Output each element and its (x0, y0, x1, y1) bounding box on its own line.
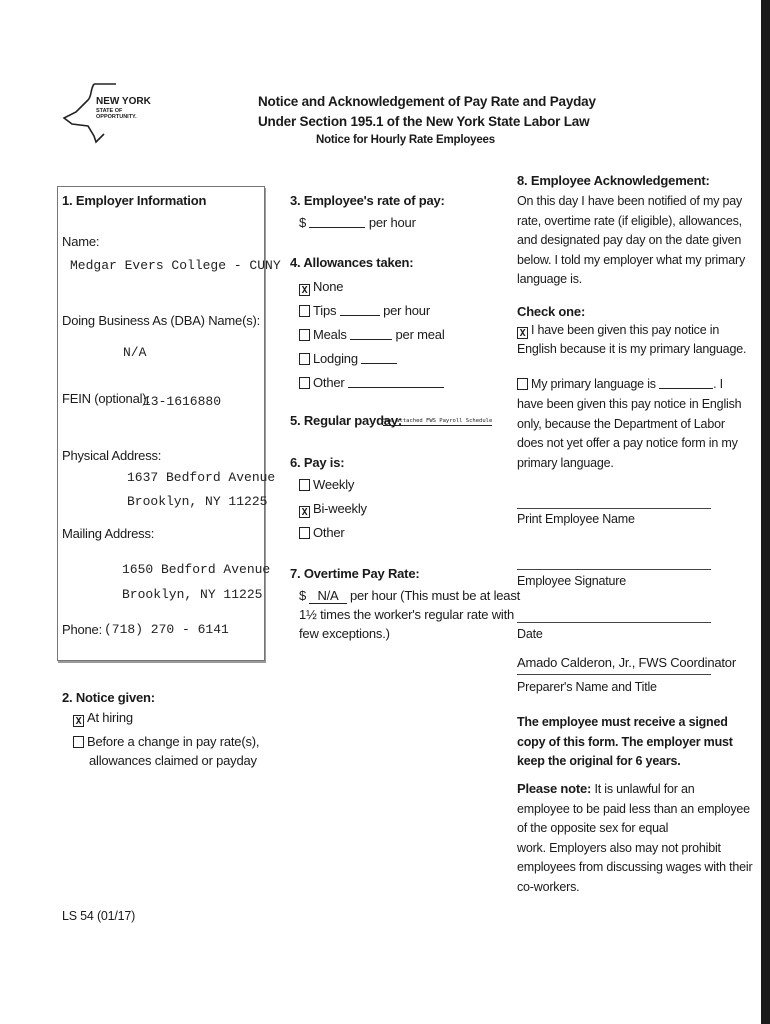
fein-value[interactable]: 13-1616880 (143, 394, 222, 409)
pay-other[interactable]: Other (299, 525, 345, 540)
signature-label: Employee Signature (517, 574, 626, 588)
please-note: Please note: It is unlawful for an employee to be paid less than an employee of the opposite sex for equal work. Employers also may not prohibit employees from discussing wages with their co-workers. (517, 781, 753, 894)
rate-heading: 3. Employee's rate of pay: (290, 193, 445, 208)
physical-address-line1[interactable]: 1637 Bedford Avenue (127, 470, 276, 485)
notice-heading: 2. Notice given: (62, 690, 155, 705)
allowance-meals[interactable]: Meals per meal (299, 327, 445, 342)
pay-weekly[interactable]: Weekly (299, 477, 354, 492)
dba-value[interactable]: N/A (123, 345, 147, 360)
none-checkbox[interactable]: X (299, 284, 310, 296)
mailing-address-line1[interactable]: 1650 Bedford Avenue (122, 562, 271, 577)
signature-line[interactable] (517, 569, 711, 570)
phone-value[interactable]: (718) 270 - 6141 (104, 622, 229, 637)
preparer-line (517, 674, 711, 675)
allowance-none[interactable]: X None (299, 279, 343, 296)
check-one-label: Check one: (517, 304, 586, 319)
date-label: Date (517, 627, 543, 641)
meals-checkbox[interactable] (299, 329, 310, 341)
employer-name-label: Name: (62, 234, 100, 249)
print-name-line[interactable] (517, 508, 711, 509)
retention-notice: The employee must receive a signed copy of this form. The employer must keep the original for 6 years. (517, 715, 733, 768)
pay-is-heading: 6. Pay is: (290, 455, 345, 470)
date-line[interactable] (517, 622, 711, 623)
overtime-rate-value: N/A (309, 588, 346, 604)
form-title-line2: Under Section 195.1 of the New York State Labor Law (258, 114, 590, 129)
weekly-checkbox[interactable] (299, 479, 310, 491)
dba-label: Doing Business As (DBA) Name(s): (62, 313, 261, 328)
print-name-label: Print Employee Name (517, 512, 635, 526)
at-hiring-checkbox[interactable]: X (73, 715, 84, 727)
lodging-checkbox[interactable] (299, 353, 310, 365)
biweekly-checkbox[interactable]: X (299, 506, 310, 518)
mailing-address-label: Mailing Address: (62, 526, 155, 541)
notice-at-hiring[interactable]: X At hiring (73, 710, 133, 727)
payday-value[interactable]: See attached FWS Payroll Schedule (383, 418, 493, 424)
other-language-checkbox[interactable] (517, 378, 528, 390)
overtime-line2: 1½ times the worker's regular rate with (299, 607, 515, 622)
other-pay-checkbox[interactable] (299, 527, 310, 539)
rate-of-pay-field[interactable]: $ per hour (299, 215, 416, 230)
overtime-rate-field[interactable]: $ N/A per hour (This must be at least (299, 588, 521, 603)
preparer-label: Preparer's Name and Title (517, 680, 657, 694)
logo-tagline: STATE OF OPPORTUNITY. (96, 108, 137, 120)
tips-checkbox[interactable] (299, 305, 310, 317)
allowance-other[interactable]: Other (299, 375, 444, 390)
fein-label: FEIN (optional): (62, 391, 150, 406)
employer-name-value[interactable]: Medgar Evers College - CUNY (70, 258, 281, 273)
preparer-value[interactable]: Amado Calderon, Jr., FWS Coordinator (517, 655, 736, 670)
ack-option-english[interactable]: X I have been given this pay notice in (517, 323, 719, 339)
form-subtitle: Notice for Hourly Rate Employees (316, 134, 495, 146)
overtime-line3: few exceptions.) (299, 626, 390, 641)
physical-address-line2[interactable]: Brooklyn, NY 11225 (127, 494, 268, 509)
ack-option-other-language[interactable]: My primary language is . I (517, 376, 723, 391)
overtime-heading: 7. Overtime Pay Rate: (290, 566, 420, 581)
allowances-heading: 4. Allowances taken: (290, 255, 414, 270)
ack-option-other-text: have been given this pay notice in English only, because the Department of Labor does not yet offer a pay notice form in my primary language. (517, 397, 742, 470)
english-primary-checkbox[interactable]: X (517, 327, 528, 339)
payday-heading: 5. Regular payday: (290, 413, 402, 428)
notice-before-change-line2: allowances claimed or payday (89, 753, 257, 768)
before-change-checkbox[interactable] (73, 736, 84, 748)
ack-option-english-line2: English because it is my primary language. (517, 342, 747, 356)
allowance-tips[interactable]: Tips per hour (299, 303, 430, 318)
mailing-address-line2[interactable]: Brooklyn, NY 11225 (122, 587, 263, 602)
scan-edge (761, 0, 770, 1024)
form-id: LS 54 (01/17) (62, 909, 136, 923)
pay-biweekly[interactable]: X Bi-weekly (299, 501, 367, 518)
other-allowance-checkbox[interactable] (299, 377, 310, 389)
phone-label: Phone: (62, 622, 103, 637)
physical-address-label: Physical Address: (62, 448, 162, 463)
notice-before-change[interactable]: Before a change in pay rate(s), (73, 734, 259, 749)
ack-heading: 8. Employee Acknowledgement: (517, 173, 710, 188)
employer-heading: 1. Employer Information (62, 193, 207, 208)
logo-state-name: NEW YORK (96, 96, 151, 107)
allowance-lodging[interactable]: Lodging (299, 351, 397, 366)
ack-paragraph: On this day I have been notified of my pay rate, overtime rate (if eligible), allowances, and designated pay day on the date given below. I told my employer what my primary language is. (517, 194, 745, 286)
form-title-line1: Notice and Acknowledgement of Pay Rate and Payday (258, 94, 596, 109)
